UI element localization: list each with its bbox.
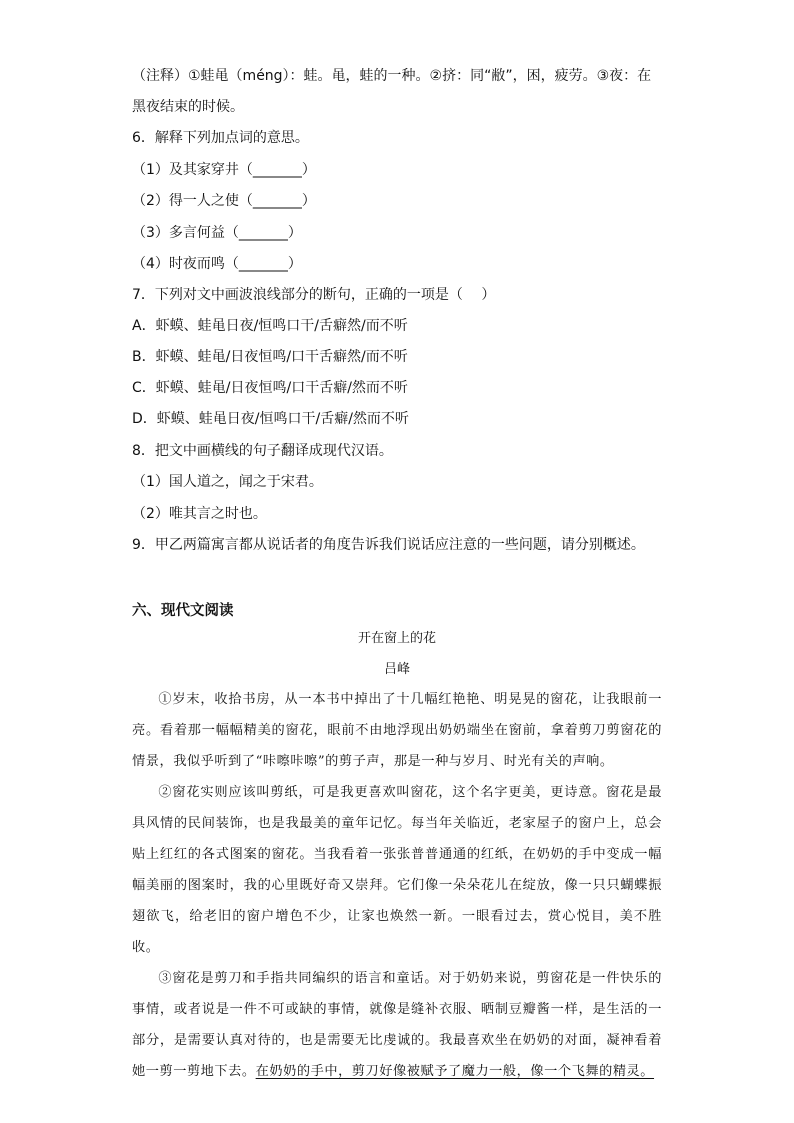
question-6-item-4: （4）时夜而鸣（_______） — [132, 256, 302, 272]
question-8-item-1: （1）国人道之，闻之于宋君。 — [132, 474, 323, 490]
question-7-option-a: A．虾蟆、蛙黾日夜/恒鸣口干/舌癖然/而不听 — [132, 318, 408, 334]
question-8-item-2: （2）唯其言之时也。 — [132, 506, 267, 522]
underlined-sentence: 在奶奶的手中，剪刀好像被赋予了魔力一般，像一个飞舞的精灵。 — [255, 1064, 655, 1079]
question-8-stem: 8．把文中画横线的句子翻译成现代汉语。 — [132, 443, 393, 459]
article-body — [132, 684, 662, 1087]
article-paragraph-1: ①岁末，收拾书房，从一本书中掉出了十几幅红艳艳、明晃晃的窗花，让我眼前一亮。看着那一幅幅精美的窗花，眼前不由地浮现出奶奶端坐在窗前，拿着剪刀剪窗花的情景，我似乎听到了“咔嚓咔嚓”的剪子声，那是一种与岁月、时光有关的声响。 — [132, 692, 662, 769]
article-paragraph-3 — [132, 963, 662, 1087]
question-7-option-d: D．虾蟆、蛙黾日夜/恒鸣口干/舌癖/然而不听 — [132, 411, 409, 427]
question-6-item-3: （3）多言何益（_______） — [132, 225, 302, 241]
question-6-stem: 6．解释下列加点词的意思。 — [132, 130, 309, 146]
question-6-item-1: （1）及其家穿井（_______） — [132, 162, 316, 178]
question-6-item-2: （2）得一人之使（_______） — [132, 193, 316, 209]
notes-line-2: 黑夜结束的时候。 — [132, 99, 244, 115]
question-9-stem: 9．甲乙两篇寓言都从说话者的角度告诉我们说话应注意的一些问题，请分别概述。 — [132, 537, 645, 553]
article-paragraph-2: ②窗花实则应该叫剪纸，可是我更喜欢叫窗花，这个名字更美，更诗意。窗花是最具风情的民间装饰，也是我最美的童年记忆。每当年关临近，老家屋子的窗户上，总会贴上红红的各式图案的窗花。当我看着一张张普普通通的红纸，在奶奶的手中变成一幅幅美丽的图案时，我的心里既好奇又崇拜。它们像一朵朵花儿在绽放，像一只只蝴蝶振翅欲飞，给老旧的窗户增色不少，让家也焕然一新。一眼看过去，赏心悦目，美不胜收。 — [132, 785, 662, 955]
question-7-option-c: C．虾蟆、蛙黾/日夜恒鸣/口干舌癖/然而不听 — [132, 380, 408, 396]
article-title: 开在窗上的花 — [357, 631, 436, 646]
notes-line-1: （注释）①蛙黾（méng）：蛙。黾，蛙的一种。②挤：同“敝”，困，疲劳。③夜：在 — [132, 68, 652, 84]
article-paragraph-3-text: ③窗花是剪刀和手指共同编织的语言和童话。对于奶奶来说，剪窗花是一件快乐的事情，或者说是一件不可或缺的事情，就像是缝补衣服、晒制豆瓣酱一样，是生活的一部分，是需要认真对待的，也是需要无比虔诚的。我最喜欢坐在奶奶的对面，凝神看着她一剪一剪地下去。 — [132, 971, 662, 1079]
article-author: 吕峰 — [383, 662, 410, 677]
question-7-stem: 7．下列对文中画波浪线部分的断句，正确的一项是（ ） — [132, 287, 496, 303]
section-heading: 六、现代文阅读 — [132, 603, 234, 619]
question-7-option-b: B．虾蟆、蛙黾/日夜恒鸣/口干舌癖然/而不听 — [132, 349, 408, 365]
